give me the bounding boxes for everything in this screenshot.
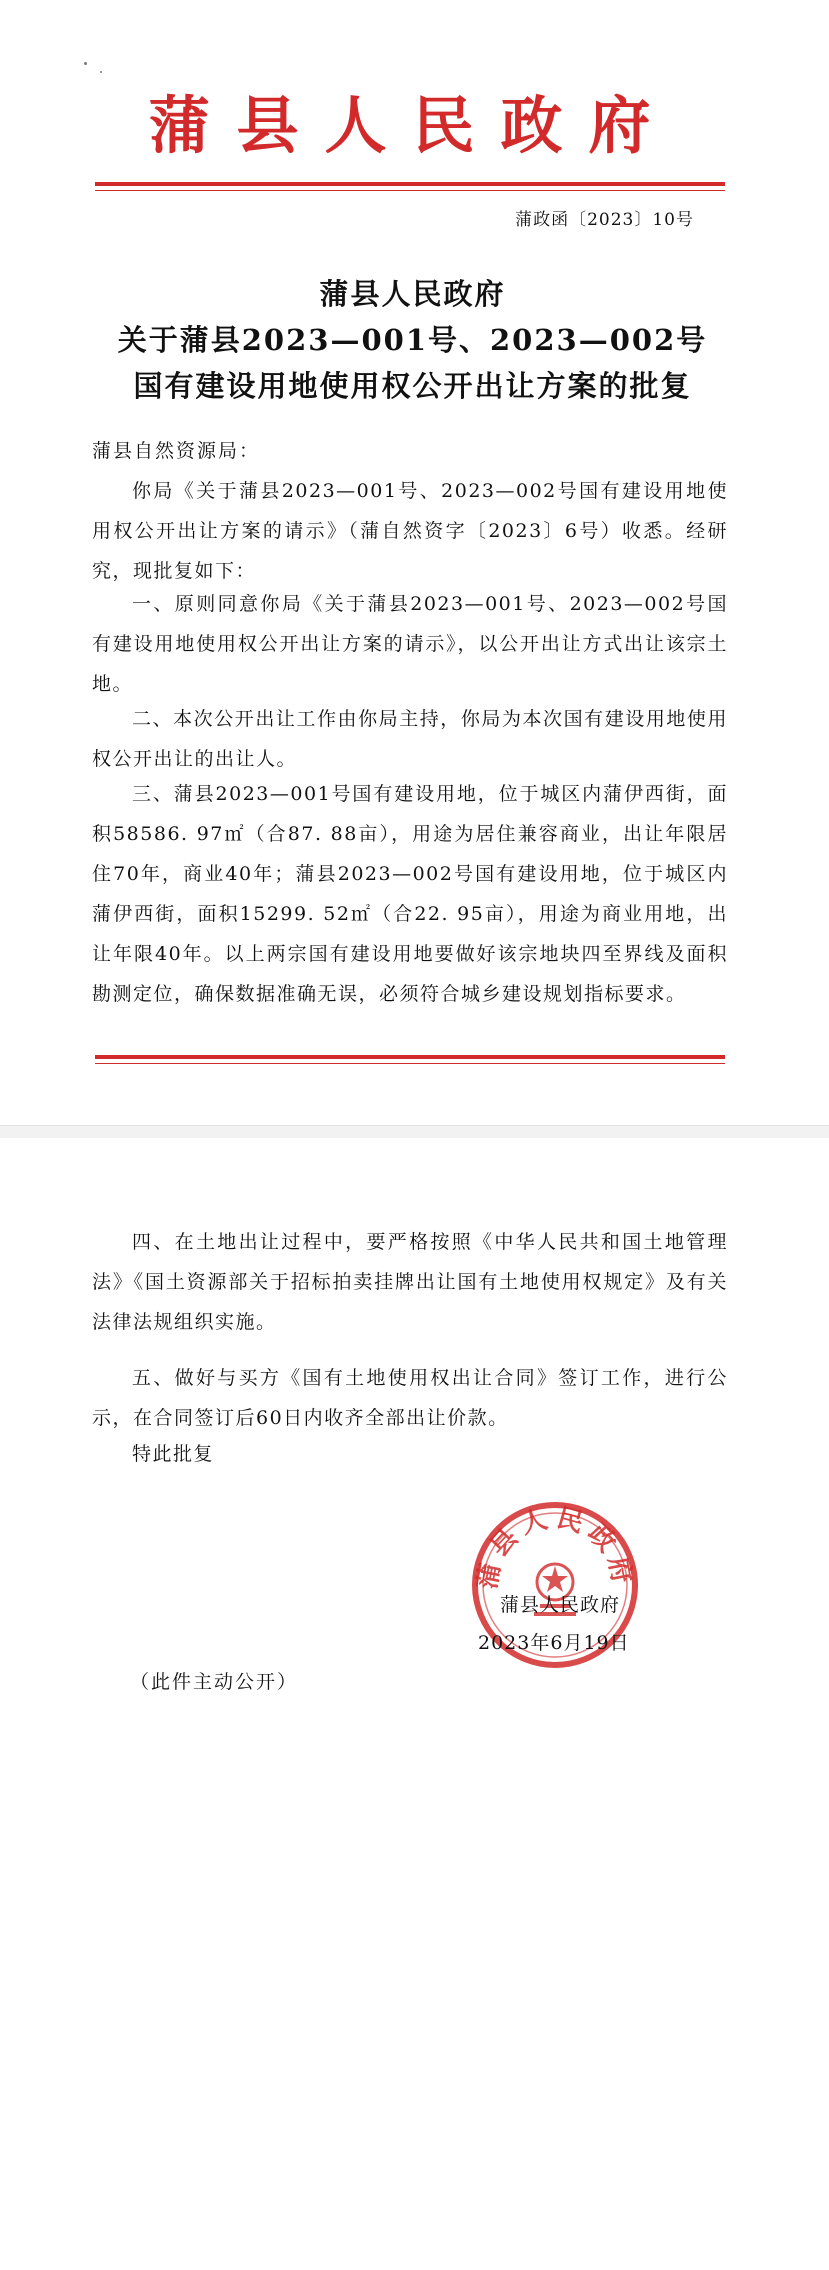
svg-text:蒲县人民政府: 蒲县人民政府 <box>472 1502 638 1592</box>
footer-rule-thin <box>95 1063 725 1064</box>
header-rule-thin <box>95 190 725 191</box>
paragraph-item-2: 二、本次公开出让工作由你局主持，你局为本次国有建设用地使用权公开出让的出让人。 <box>92 708 728 770</box>
footer-rule-thick <box>95 1055 725 1059</box>
paragraph-item-1: 一、原则同意你局《关于蒲县2023—001号、2023—002号国有建设用地使用权公开出让方案的请示》，以公开出让方式出让该宗土地。 <box>92 593 728 695</box>
public-disclosure-note: （此件主动公开） <box>130 1671 299 1693</box>
signature-organization: 蒲县人民政府 <box>500 1594 621 1616</box>
recipient: 蒲县自然资源局： <box>92 440 261 462</box>
title-line-3: 国有建设用地使用权公开出让方案的批复 <box>133 369 692 403</box>
paragraph-item-4: 四、在土地出让过程中，要严格按照《中华人民共和国土地管理法》《国土资源部关于招标拍卖挂牌出让国有土地使用权规定》及有关法律法规组织实施。 <box>92 1231 728 1333</box>
scan-speck <box>100 71 102 73</box>
signature-date: 2023年6月19日 <box>478 1632 630 1654</box>
scan-speck <box>84 62 87 65</box>
closing-remark: 特此批复 <box>132 1443 215 1465</box>
paragraph-item-3: 三、蒲县2023—001号国有建设用地，位于城区内蒲伊西街，面积58586. 97㎡（合87. 88亩），用途为居住兼容商业，出让年限居住70年，商业40年；蒲县2023—002号国有建设用地，位于城区内蒲伊西街，面积15299. 52㎡（合22. 95亩），用途为商业用地，出让年限40年。以上两宗国有建设用地要做好该宗地块四至界线及面积勘测定位，确保数据准确无误，必须符合城乡建设规划指标要求。 <box>92 783 728 1005</box>
document-page-1 <box>0 0 829 1125</box>
header-rule-thick <box>95 182 725 186</box>
title-line-2: 关于蒲县2023—001号、2023—002号 <box>117 323 708 357</box>
document-number: 蒲政函〔2023〕10号 <box>515 210 694 230</box>
page-separator <box>0 1125 829 1139</box>
masthead: 蒲县人民政府 <box>148 89 677 162</box>
paragraph-item-5: 五、做好与买方《国有土地使用权出让合同》签订工作，进行公示，在合同签订后60日内收齐全部出让价款。 <box>92 1367 728 1429</box>
title-line-1: 蒲县人民政府 <box>319 277 506 311</box>
paragraph-intro: 你局《关于蒲县2023—001号、2023—002号国有建设用地使用权公开出让方案的请示》（蒲自然资字〔2023〕6号）收悉。经研究，现批复如下： <box>92 480 728 582</box>
